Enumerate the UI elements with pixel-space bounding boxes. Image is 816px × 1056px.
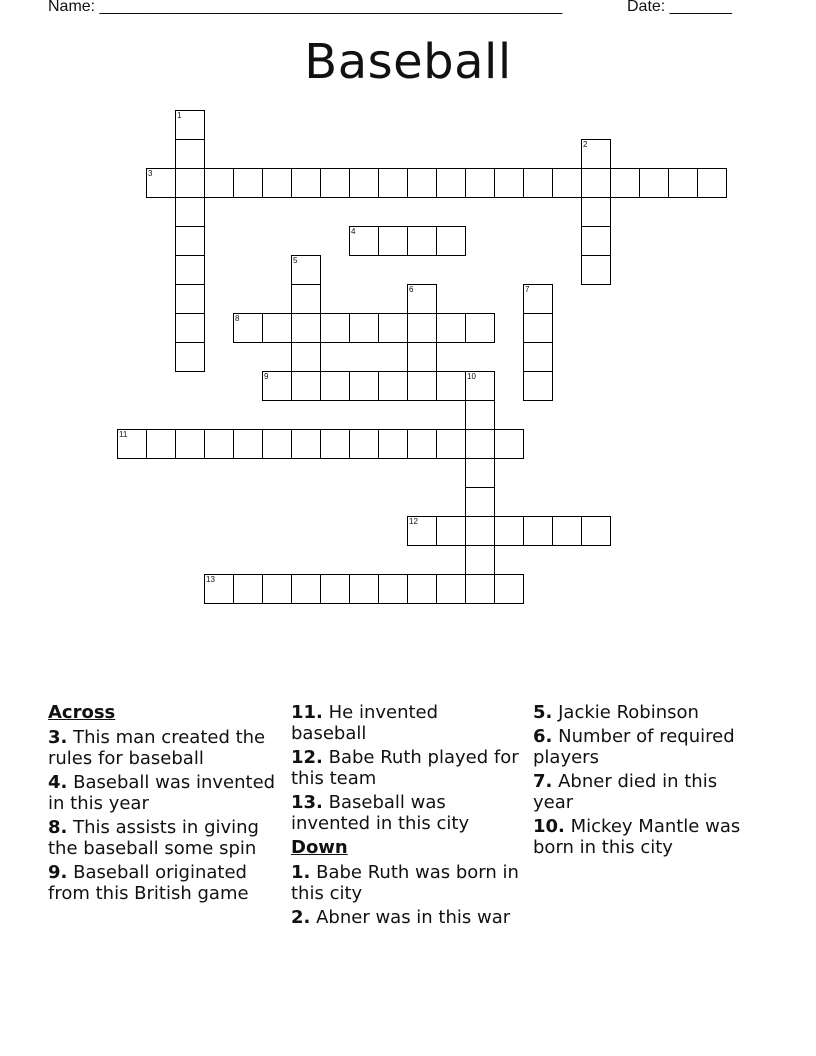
clue-across-8: [48, 817, 276, 859]
grid-cell[interactable]: [523, 284, 553, 314]
grid-cell[interactable]: [175, 284, 205, 314]
grid-cell[interactable]: [407, 371, 437, 401]
clue-across-9: [48, 862, 276, 904]
grid-cell[interactable]: [349, 168, 379, 198]
grid-cell[interactable]: [175, 313, 205, 343]
clue-text: This man created the rules for baseball: [48, 727, 266, 769]
clue-text: Baseball was invented in this city: [291, 792, 470, 834]
clue-number: 7.: [533, 771, 553, 792]
cell-number: 1: [177, 111, 182, 120]
grid-cell[interactable]: [465, 313, 495, 343]
cell-number: 2: [583, 140, 588, 149]
clue-down-10: [533, 816, 761, 858]
clues-column-2: [291, 702, 519, 931]
clue-down-2: [291, 907, 519, 928]
grid-cell[interactable]: [639, 168, 669, 198]
grid-cell[interactable]: [349, 371, 379, 401]
grid-cell[interactable]: [378, 313, 408, 343]
grid-cell[interactable]: [494, 516, 524, 546]
grid-cell[interactable]: [233, 574, 263, 604]
grid-cell[interactable]: [262, 429, 292, 459]
grid-cell[interactable]: [378, 168, 408, 198]
grid-cell[interactable]: [465, 429, 495, 459]
clue-text: Baseball originated from this British game: [48, 862, 249, 904]
clue-number: 3.: [48, 727, 68, 748]
grid-cell[interactable]: [407, 429, 437, 459]
grid-cell[interactable]: [523, 342, 553, 372]
grid-cell[interactable]: [175, 255, 205, 285]
grid-cell[interactable]: [407, 168, 437, 198]
clue-across-12: [291, 747, 519, 789]
grid-cell[interactable]: [465, 545, 495, 575]
grid-cell[interactable]: [233, 429, 263, 459]
clue-text: Number of required players: [533, 726, 735, 768]
grid-cell[interactable]: [291, 313, 321, 343]
grid-cell[interactable]: [349, 429, 379, 459]
clue-number: 11.: [291, 702, 323, 723]
cell-number: 4: [351, 227, 356, 236]
cell-number: 11: [119, 430, 128, 439]
down-heading: Down: [291, 837, 348, 858]
grid-cell[interactable]: [697, 168, 727, 198]
grid-cell[interactable]: [668, 168, 698, 198]
grid-cell[interactable]: [320, 574, 350, 604]
grid-cell[interactable]: [378, 371, 408, 401]
grid-cell[interactable]: [291, 371, 321, 401]
grid-cell[interactable]: [320, 168, 350, 198]
cell-number: 5: [293, 256, 298, 265]
across-heading: Across: [48, 702, 116, 723]
grid-cell[interactable]: [320, 429, 350, 459]
grid-cell[interactable]: [494, 168, 524, 198]
grid-cell[interactable]: [204, 429, 234, 459]
grid-cell[interactable]: [581, 226, 611, 256]
clues-column-1: [48, 702, 276, 907]
grid-cell[interactable]: [436, 313, 466, 343]
grid-cell[interactable]: [436, 516, 466, 546]
clue-number: 8.: [48, 817, 68, 838]
grid-cell[interactable]: [465, 400, 495, 430]
clue-down-1: [291, 862, 519, 904]
grid-cell[interactable]: [494, 429, 524, 459]
clue-text: Mickey Mantle was born in this city: [533, 816, 741, 858]
grid-cell[interactable]: [523, 516, 553, 546]
grid-cell[interactable]: [262, 574, 292, 604]
grid-cell[interactable]: [581, 197, 611, 227]
cell-number: 7: [525, 285, 530, 294]
grid-cell[interactable]: [465, 168, 495, 198]
clue-text: Abner died in this year: [533, 771, 718, 813]
clue-number: 10.: [533, 816, 565, 837]
grid-cell[interactable]: [436, 168, 466, 198]
grid-cell[interactable]: [581, 255, 611, 285]
cell-number: 10: [467, 372, 476, 381]
clue-text: Babe Ruth played for this team: [291, 747, 519, 789]
name-field-label: Name: ____________________________________________________: [48, 0, 563, 15]
grid-cell[interactable]: [349, 226, 379, 256]
clue-across-3: [48, 727, 276, 769]
clue-text: Jackie Robinson: [558, 702, 699, 723]
grid-cell[interactable]: [407, 574, 437, 604]
grid-cell[interactable]: [262, 313, 292, 343]
grid-cell[interactable]: [581, 516, 611, 546]
clue-text: Abner was in this war: [316, 907, 511, 928]
grid-cell[interactable]: [175, 226, 205, 256]
grid-cell[interactable]: [291, 284, 321, 314]
grid-cell[interactable]: [436, 226, 466, 256]
grid-cell[interactable]: [378, 429, 408, 459]
clue-across-4: [48, 772, 276, 814]
grid-cell[interactable]: [552, 516, 582, 546]
grid-cell[interactable]: [523, 371, 553, 401]
grid-cell[interactable]: [465, 487, 495, 517]
grid-cell[interactable]: [407, 342, 437, 372]
grid-cell[interactable]: [407, 516, 437, 546]
grid-cell[interactable]: [175, 429, 205, 459]
cell-number: 9: [264, 372, 269, 381]
clue-number: 5.: [533, 702, 553, 723]
grid-cell[interactable]: [378, 226, 408, 256]
grid-cell[interactable]: [175, 342, 205, 372]
clue-number: 13.: [291, 792, 323, 813]
grid-cell[interactable]: [436, 371, 466, 401]
grid-cell[interactable]: [378, 574, 408, 604]
clue-number: 12.: [291, 747, 323, 768]
grid-cell[interactable]: [494, 574, 524, 604]
grid-cell[interactable]: [436, 574, 466, 604]
grid-cell[interactable]: [233, 313, 263, 343]
clue-number: 6.: [533, 726, 553, 747]
grid-cell[interactable]: [407, 226, 437, 256]
clue-down-7: [533, 771, 761, 813]
clue-text: Baseball was invented in this year: [48, 772, 276, 814]
grid-cell[interactable]: [291, 429, 321, 459]
grid-cell[interactable]: [523, 313, 553, 343]
grid-cell[interactable]: [291, 342, 321, 372]
grid-cell[interactable]: [436, 429, 466, 459]
grid-cell[interactable]: [291, 574, 321, 604]
clue-text: Babe Ruth was born in this city: [291, 862, 519, 904]
grid-cell[interactable]: [610, 168, 640, 198]
grid-cell[interactable]: [204, 168, 234, 198]
grid-cell[interactable]: [146, 429, 176, 459]
grid-cell[interactable]: [175, 197, 205, 227]
clues-column-3: [533, 702, 761, 861]
grid-cell[interactable]: [407, 313, 437, 343]
cell-number: 13: [206, 575, 215, 584]
cell-number: 8: [235, 314, 240, 323]
clue-number: 4.: [48, 772, 68, 793]
clue-number: 2.: [291, 907, 311, 928]
date-field-label: Date: _______: [627, 0, 732, 15]
cell-number: 12: [409, 517, 418, 526]
grid-cell[interactable]: [349, 574, 379, 604]
grid-cell[interactable]: [349, 313, 379, 343]
clue-text: He invented baseball: [291, 702, 439, 744]
clue-across-13: [291, 792, 519, 834]
grid-cell[interactable]: [581, 139, 611, 169]
grid-cell[interactable]: [320, 371, 350, 401]
clue-text: This assists in giving the baseball some spin: [48, 817, 259, 859]
puzzle-title: Baseball: [304, 34, 512, 90]
cell-number: 6: [409, 285, 414, 294]
grid-cell[interactable]: [262, 371, 292, 401]
grid-cell[interactable]: [523, 168, 553, 198]
grid-cell[interactable]: [117, 429, 147, 459]
grid-cell[interactable]: [465, 574, 495, 604]
grid-cell[interactable]: [407, 284, 437, 314]
clue-down-6: [533, 726, 761, 768]
cell-number: 3: [148, 169, 153, 178]
grid-cell[interactable]: [175, 168, 205, 198]
grid-cell[interactable]: [552, 168, 582, 198]
clues-section: [48, 702, 778, 1002]
clue-across-11: [291, 702, 519, 744]
grid-cell[interactable]: [465, 371, 495, 401]
clue-number: 9.: [48, 862, 68, 883]
clue-number: 1.: [291, 862, 311, 883]
grid-cell[interactable]: [175, 110, 205, 140]
grid-cell[interactable]: [465, 458, 495, 488]
grid-cell[interactable]: [146, 168, 176, 198]
grid-cell[interactable]: [262, 168, 292, 198]
grid-cell[interactable]: [320, 313, 350, 343]
grid-cell[interactable]: [291, 255, 321, 285]
grid-cell[interactable]: [204, 574, 234, 604]
clue-down-5: [533, 702, 761, 723]
grid-cell[interactable]: [175, 139, 205, 169]
grid-cell[interactable]: [581, 168, 611, 198]
grid-cell[interactable]: [233, 168, 263, 198]
grid-cell[interactable]: [465, 516, 495, 546]
grid-cell[interactable]: [291, 168, 321, 198]
